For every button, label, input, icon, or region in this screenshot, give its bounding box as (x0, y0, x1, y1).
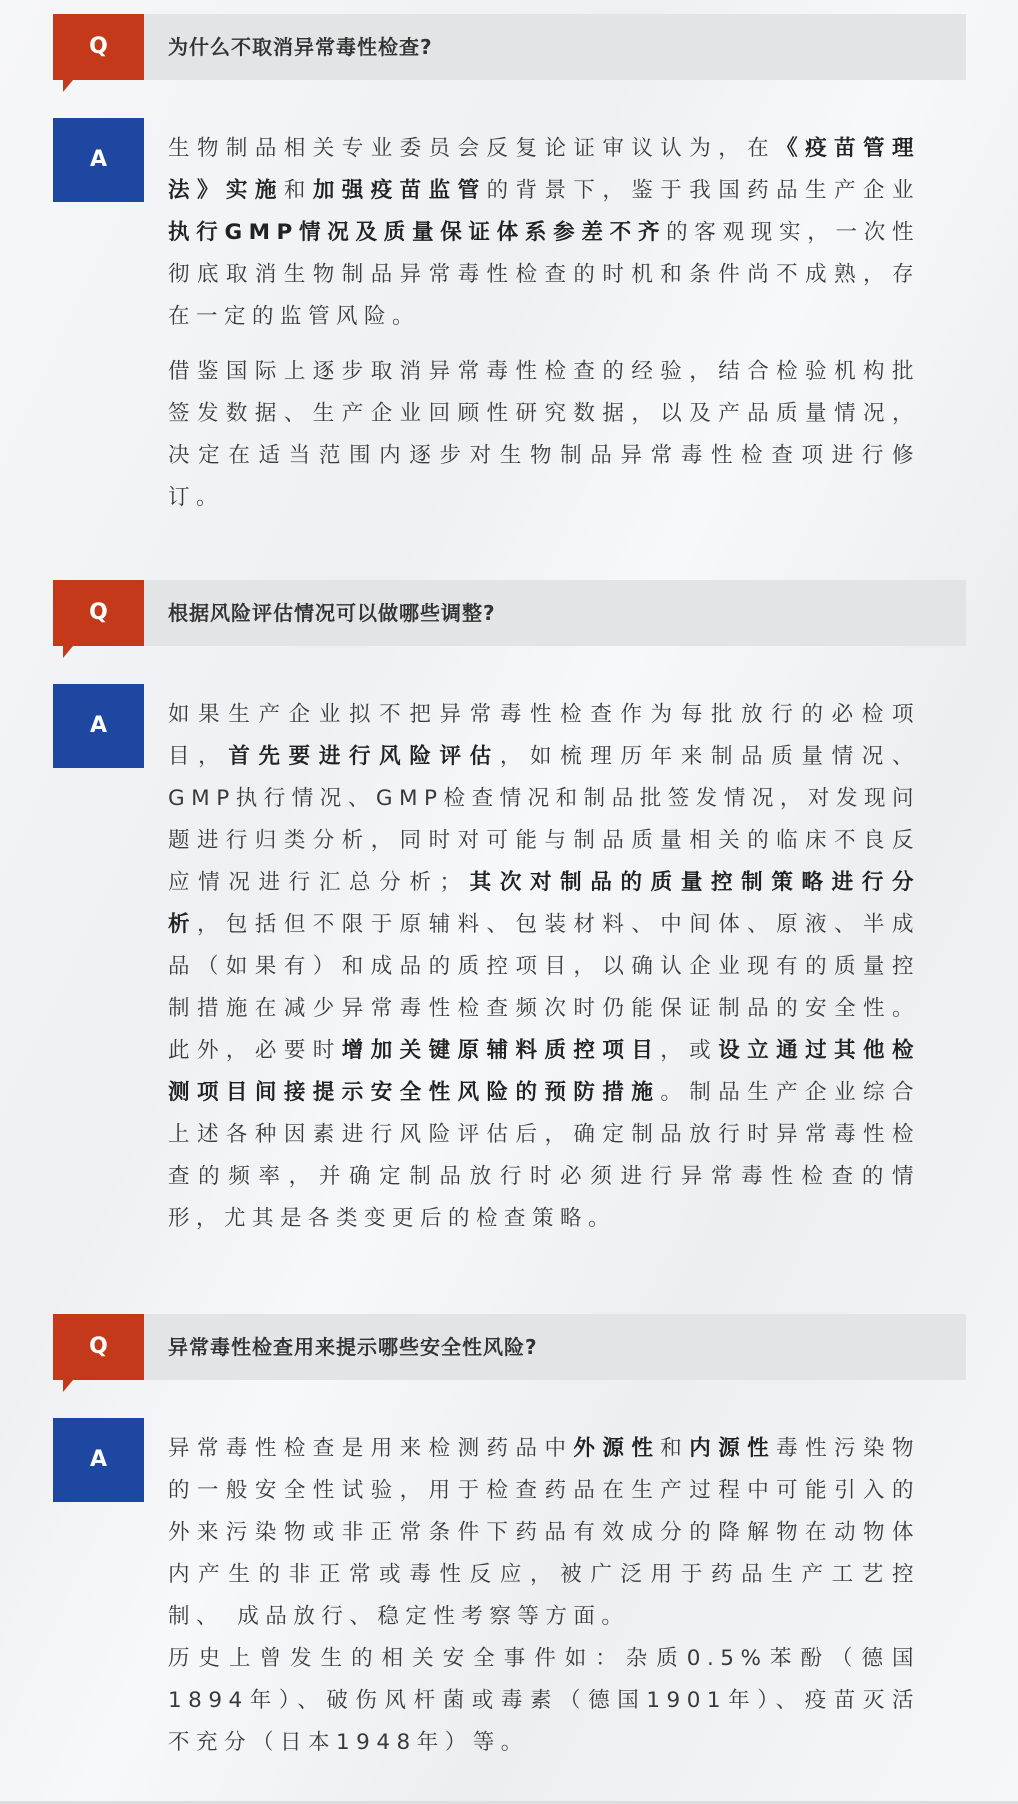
answer-block (0, 684, 1018, 1240)
text: ，包括但不限于原辅料、包装材料、中间体、原液、半成品（如果有）和成品的质控项目，以确认企业现有的质量控制措施在减少异常毒性检查频次时仍能保证制品的安全性。此外，必要时 (168, 912, 920, 1063)
text: 的客观现实，一次性彻底取消生物制品异常毒性检查的时机和条件尚不成熟，存在一定的监管风险。 (168, 220, 920, 329)
q-badge: Q (53, 14, 144, 80)
a-badge: A (53, 684, 144, 768)
bold-text: 设立通过其他检测项目间接提示安全性风险的预防措施 (168, 1038, 920, 1105)
bold-text: 首先要进行风险评估 (228, 744, 500, 769)
text: 和 (283, 178, 313, 203)
a-badge: A (53, 118, 144, 202)
qa-section-2 (0, 580, 1018, 1240)
text: 生物制品相关专业委员会反复论证审议认为，在 (168, 136, 777, 161)
qa-section-1 (0, 14, 1018, 519)
bold-text: 增加关键原辅料质控项目 (341, 1038, 661, 1063)
text: 如果生产企业拟不把异常毒性检查作为每批放行的必检项目， (168, 702, 920, 769)
a-badge: A (53, 1418, 144, 1502)
question-text: 为什么不取消异常毒性检查? (168, 35, 433, 59)
text: 和 (660, 1436, 690, 1461)
question-header-1 (53, 14, 966, 80)
text: ，如梳理历年来制品质量情况、GMP执行情况、GMP检查情况和制品批签发情况，对发现问题进行归类分析，同时对可能与制品质量相关的临床不良反应情况进行汇总分析； (168, 744, 920, 895)
answer-block (0, 1418, 1018, 1764)
qa-section-3 (0, 1314, 1018, 1764)
question-header-3 (53, 1314, 966, 1380)
bold-text: 外源性 (573, 1436, 661, 1461)
q-badge: Q (53, 1314, 144, 1380)
question-header-2 (53, 580, 966, 646)
bold-text: 《疫苗管理法》实施 (168, 136, 920, 203)
answer-paragraph: 历史上曾发生的相关安全事件如：杂质0.5%苯酚（德国1894年）、破伤风杆菌或毒素（德国1901年）、疫苗灭活不充分（日本1948年）等。 (168, 1646, 920, 1755)
question-text: 异常毒性检查用来提示哪些安全性风险? (168, 1335, 538, 1359)
q-badge-tail (63, 646, 73, 658)
q-badge-tail (63, 80, 73, 92)
text: 异常毒性检查是用来检测药品中 (168, 1436, 574, 1461)
answer-paragraph (168, 684, 920, 1240)
q-badge-tail (63, 1380, 73, 1392)
answer-paragraph: 借鉴国际上逐步取消异常毒性检查的经验，结合检验机构批签发数据、生产企业回顾性研究数据，以及产品质量情况，决定在适当范围内逐步对生物制品异常毒性检查项进行修订。 (168, 359, 920, 510)
bold-text: 加强疫苗监管 (312, 178, 487, 203)
text: 。制品生产企业综合上述各种因素进行风险评估后，确定制品放行时异常毒性检查的频率，并确定制品放行时必须进行异常毒性检查的情形，尤其是各类变更后的检查策略。 (168, 1080, 920, 1231)
q-badge: Q (53, 580, 144, 646)
bold-text: 内源性 (689, 1436, 777, 1461)
answer-paragraph (168, 118, 920, 338)
question-text: 根据风险评估情况可以做哪些调整? (168, 601, 496, 625)
text: 毒性污染物的一般安全性试验，用于检查药品在生产过程中可能引入的外来污染物或非正常条件下药品有效成分的降解物在动物体内产生的非正常或毒性反应，被广泛用于药品生产工艺控制、 成品放行、稳定性考察等方面。 (168, 1436, 920, 1629)
text: ，或 (660, 1038, 719, 1063)
answer-block (0, 118, 1018, 519)
bold-text: 执行GMP情况及质量保证体系参差不齐 (168, 220, 667, 245)
answer-paragraph (168, 1418, 920, 1638)
bold-text: 其次对制品的质量控制策略进行分析 (168, 870, 920, 937)
text: 的背景下，鉴于我国药品生产企业 (486, 178, 920, 203)
